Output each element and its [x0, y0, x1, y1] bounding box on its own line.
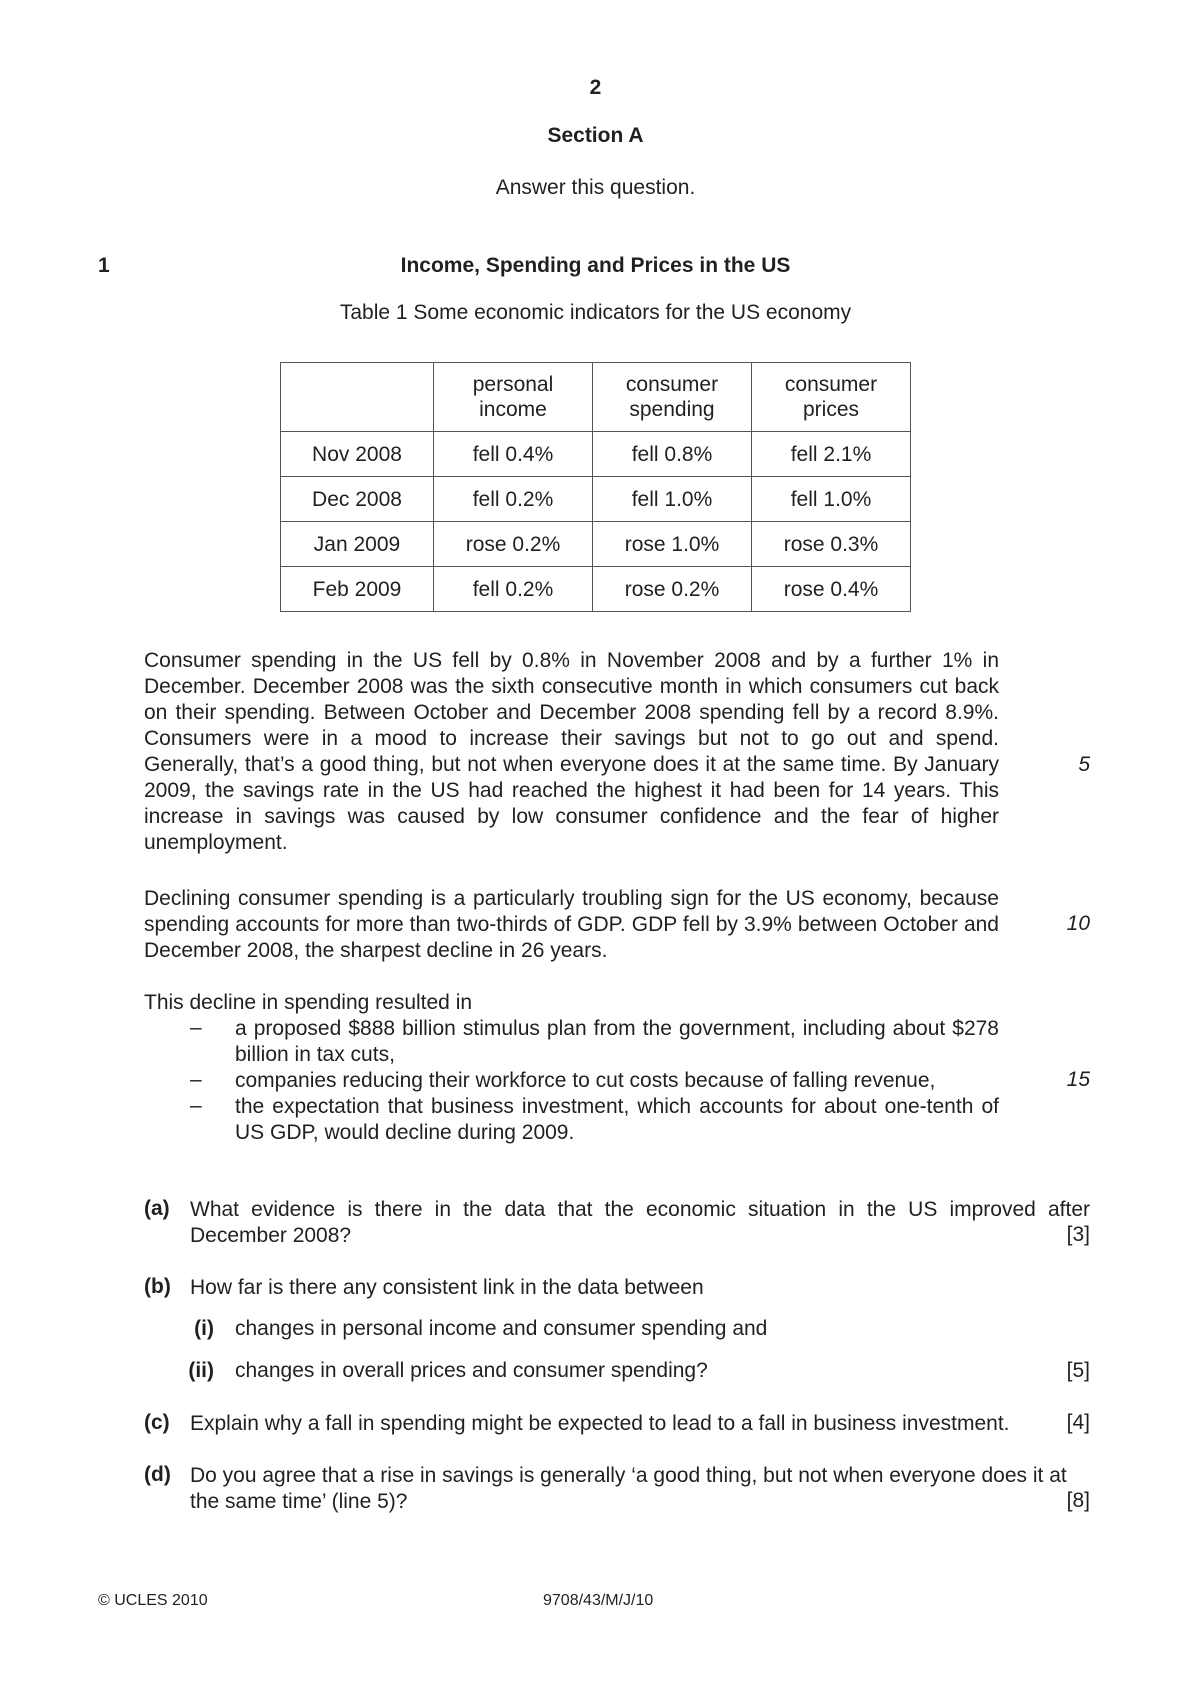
table-cell: rose 0.3%: [752, 522, 911, 567]
section-title: Section A: [547, 124, 644, 147]
part-d-label: (d): [144, 1463, 171, 1486]
part-b-text: How far is there any consistent link in the data between: [190, 1276, 704, 1299]
table-cell: fell 1.0%: [752, 477, 911, 522]
paper-code: 9708/43/M/J/10: [543, 1592, 654, 1609]
table-cell: fell 1.0%: [593, 477, 752, 522]
part-b-ii-label: (ii): [188, 1359, 214, 1382]
part-b-i-label: (i): [194, 1317, 214, 1340]
table-caption: Table 1 Some economic indicators for the US economy: [339, 301, 852, 324]
table-header: consumer spending: [593, 363, 752, 432]
bullet-item: the expectation that business investment, which accounts for about one-tenth of US GDP, would decline during 2009.: [235, 1095, 999, 1144]
passage-paragraph-3-intro: This decline in spending resulted in: [144, 991, 473, 1014]
part-b-marks: [5]: [1066, 1359, 1090, 1382]
table-header-row: [281, 363, 911, 432]
line-marker-10: 10: [1066, 912, 1090, 935]
table-cell: rose 0.4%: [752, 567, 911, 612]
table-cell: fell 0.2%: [434, 567, 593, 612]
table-header: personal income: [434, 363, 593, 432]
part-c-marks: [4]: [1066, 1411, 1090, 1434]
table-header: [281, 363, 434, 432]
table-header: consumer prices: [752, 363, 911, 432]
passage-paragraph-1: Consumer spending in the US fell by 0.8% in November 2008 and by a further 1% in December. December 2008 was the sixth consecutive month in which consumers cut back on their spending. Between October and December 2008 spending fell by a record 8.9%. Consumers were in a mood to increase their savings but not to go out and spend. Generally, that’s a good thing, but not when everyone does it at the same time. By January 2009, the savings rate in the US had reached the highest it had been for 14 years. This increase in savings was caused by low consumer confidence and the fear of higher unemployment.: [144, 649, 999, 854]
part-d-text: Do you agree that a rise in savings is generally ‘a good thing, but not when everyone does it at the same time’ (line 5)?: [190, 1464, 1067, 1513]
part-a-marks: [3]: [1066, 1223, 1090, 1246]
part-d-marks: [8]: [1066, 1489, 1090, 1512]
copyright: © UCLES 2010: [98, 1592, 208, 1609]
page-number: 2: [589, 76, 602, 99]
table-cell: rose 0.2%: [434, 522, 593, 567]
table-cell: Dec 2008: [281, 477, 434, 522]
passage-paragraph-2: Declining consumer spending is a particularly troubling sign for the US economy, because spending accounts for more than two-thirds of GDP. GDP fell by 3.9% between October and December 2008, the sharpest decline in 26 years.: [144, 887, 999, 962]
table-cell: fell 0.4%: [434, 432, 593, 477]
part-c-label: (c): [144, 1411, 170, 1434]
part-c-text: Explain why a fall in spending might be expected to lead to a fall in business investment.: [190, 1412, 1010, 1435]
table-cell: rose 0.2%: [593, 567, 752, 612]
instruction: Answer this question.: [495, 176, 696, 199]
bullet-item: companies reducing their workforce to cut costs because of falling revenue,: [235, 1069, 936, 1092]
table-cell: fell 0.8%: [593, 432, 752, 477]
question-number: 1: [98, 254, 110, 277]
part-a-text: What evidence is there in the data that the economic situation in the US improved after December 2008?: [190, 1198, 1090, 1247]
table-row: [281, 522, 911, 567]
bullet-dash: –: [190, 1094, 202, 1117]
bullet-dash: –: [190, 1068, 202, 1091]
part-b-label: (b): [144, 1275, 171, 1298]
table-row: [281, 567, 911, 612]
table-cell: rose 1.0%: [593, 522, 752, 567]
table-cell: fell 0.2%: [434, 477, 593, 522]
table-cell: Nov 2008: [281, 432, 434, 477]
part-b-ii-text: changes in overall prices and consumer spending?: [235, 1359, 708, 1382]
table-row: [281, 477, 911, 522]
part-b-i-text: changes in personal income and consumer spending and: [235, 1317, 768, 1340]
question-title: Income, Spending and Prices in the US: [400, 254, 791, 277]
part-a-label: (a): [144, 1197, 170, 1220]
line-marker-5: 5: [1078, 753, 1090, 776]
table-row: [281, 432, 911, 477]
indicator-table: [280, 362, 911, 612]
bullet-item: a proposed $888 billion stimulus plan from the government, including about $278 billion in tax cuts,: [235, 1017, 999, 1066]
table-cell: fell 2.1%: [752, 432, 911, 477]
table-cell: Feb 2009: [281, 567, 434, 612]
line-marker-15: 15: [1066, 1068, 1090, 1091]
table-cell: Jan 2009: [281, 522, 434, 567]
bullet-dash: –: [190, 1016, 202, 1039]
